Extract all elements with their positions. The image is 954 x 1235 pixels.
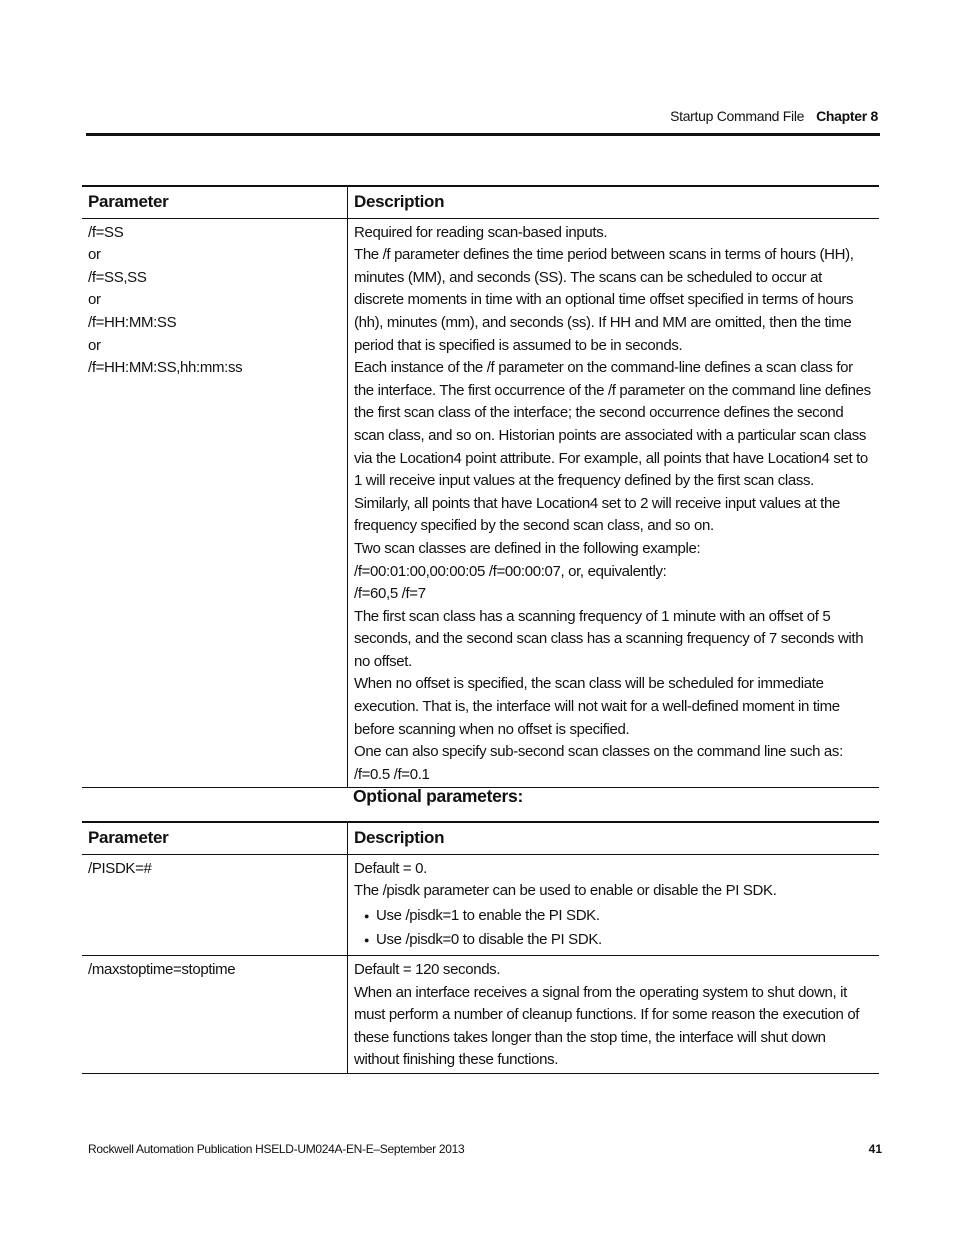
parameter-cell: /maxstoptime=stoptime [82,955,348,1073]
bullet-item: ● Use /pisdk=0 to disable the PI SDK. [364,929,873,952]
description-paragraph: Required for reading scan-based inputs. [354,223,608,241]
param-line: /f=SS,SS [88,268,147,286]
param-line: /f=HH:MM:SS,hh:mm:ss [88,359,243,377]
description-cell [348,854,880,955]
bullet-list [354,905,873,952]
description-paragraph: When no offset is specified, the scan class will be scheduled for immediate execution. That is, the interface will not wait for a well-defined moment in time before scanning when no offset is specified. [354,675,840,738]
example-line: /f=00:01:00,00:00:05 /f=00:00:07, or, equivalently: [354,562,667,580]
column-header-description: Description [348,822,880,854]
column-header-parameter: Parameter [82,186,348,218]
param-line: or [88,336,101,354]
description-paragraph: The /pisdk parameter can be used to enable or disable the PI SDK. [354,882,777,900]
page-number: 41 [868,1142,882,1156]
column-header-description: Description [348,186,880,218]
table-header-row [82,822,879,854]
description-paragraph: Each instance of the /f parameter on the command-line defines a scan class for the interface. The first occurrence of the /f parameter on the command line defines the first scan class of the interface; the second occurrence defines the second scan class, and so on. Historian points are associated with a particular scan class via the Location4 point attribute. For example, all points that have Location4 set to 1 will receive input values at the frequency defined by the first scan class. [354,359,871,490]
parameter-cell [82,218,348,788]
default-value: Default = 120 seconds. [354,960,501,978]
description-cell [348,218,880,788]
parameter-cell: /PISDK=# [82,854,348,955]
optional-parameters-heading: Optional parameters: [353,786,524,806]
header-rule [86,133,880,136]
description-paragraph: Similarly, all points that have Location4 set to 2 will receive input values at the frequency specified by the second scan class, and so on. [354,494,840,535]
example-line: /f=0.5 /f=0.1 [354,765,430,783]
description-cell [348,955,880,1073]
optional-parameters-table [82,821,879,1074]
table-row [82,218,879,788]
param-line: /f=HH:MM:SS [88,313,177,331]
table-row [82,955,879,1073]
table-header-row [82,186,879,218]
default-value: Default = 0. [354,859,427,877]
description-paragraph: The first scan class has a scanning frequency of 1 minute with an offset of 5 seconds, and the second scan class has a scanning frequency of 7 seconds with no offset. [354,607,864,670]
column-header-parameter: Parameter [82,822,348,854]
description-paragraph: One can also specify sub-second scan classes on the command line such as: [354,743,843,761]
description-paragraph: Two scan classes are defined in the following example: [354,539,701,557]
description-paragraph: When an interface receives a signal from the operating system to shut down, it must perform a number of cleanup functions. If for some reason the execution of these functions takes longer than the stop time, the interface will shut down without finishing these functions. [354,983,860,1069]
header-section: Startup Command File [670,108,805,124]
param-line: or [88,246,101,264]
running-header [670,108,878,124]
example-line: /f=60,5 /f=7 [354,585,426,603]
description-paragraph: The /f parameter defines the time period between scans in terms of hours (HH), minutes (MM), and seconds (SS). The scans can be scheduled to occur at discrete moments in time with an optional time offset specified in terms of hours (hh), minutes (mm), and seconds (ss). If HH and MM are omitted, then the time period that is specified is assumed to be in seconds. [354,246,854,354]
bullet-item: ● Use /pisdk=1 to enable the PI SDK. [364,905,873,928]
param-line: /f=SS [88,223,124,241]
header-chapter: Chapter 8 [816,108,878,124]
param-line: or [88,291,101,309]
required-parameters-table [82,185,879,788]
footer-publication: Rockwell Automation Publication HSELD-UM024A-EN-E–September 2013 [88,1142,465,1156]
table-row [82,854,879,955]
